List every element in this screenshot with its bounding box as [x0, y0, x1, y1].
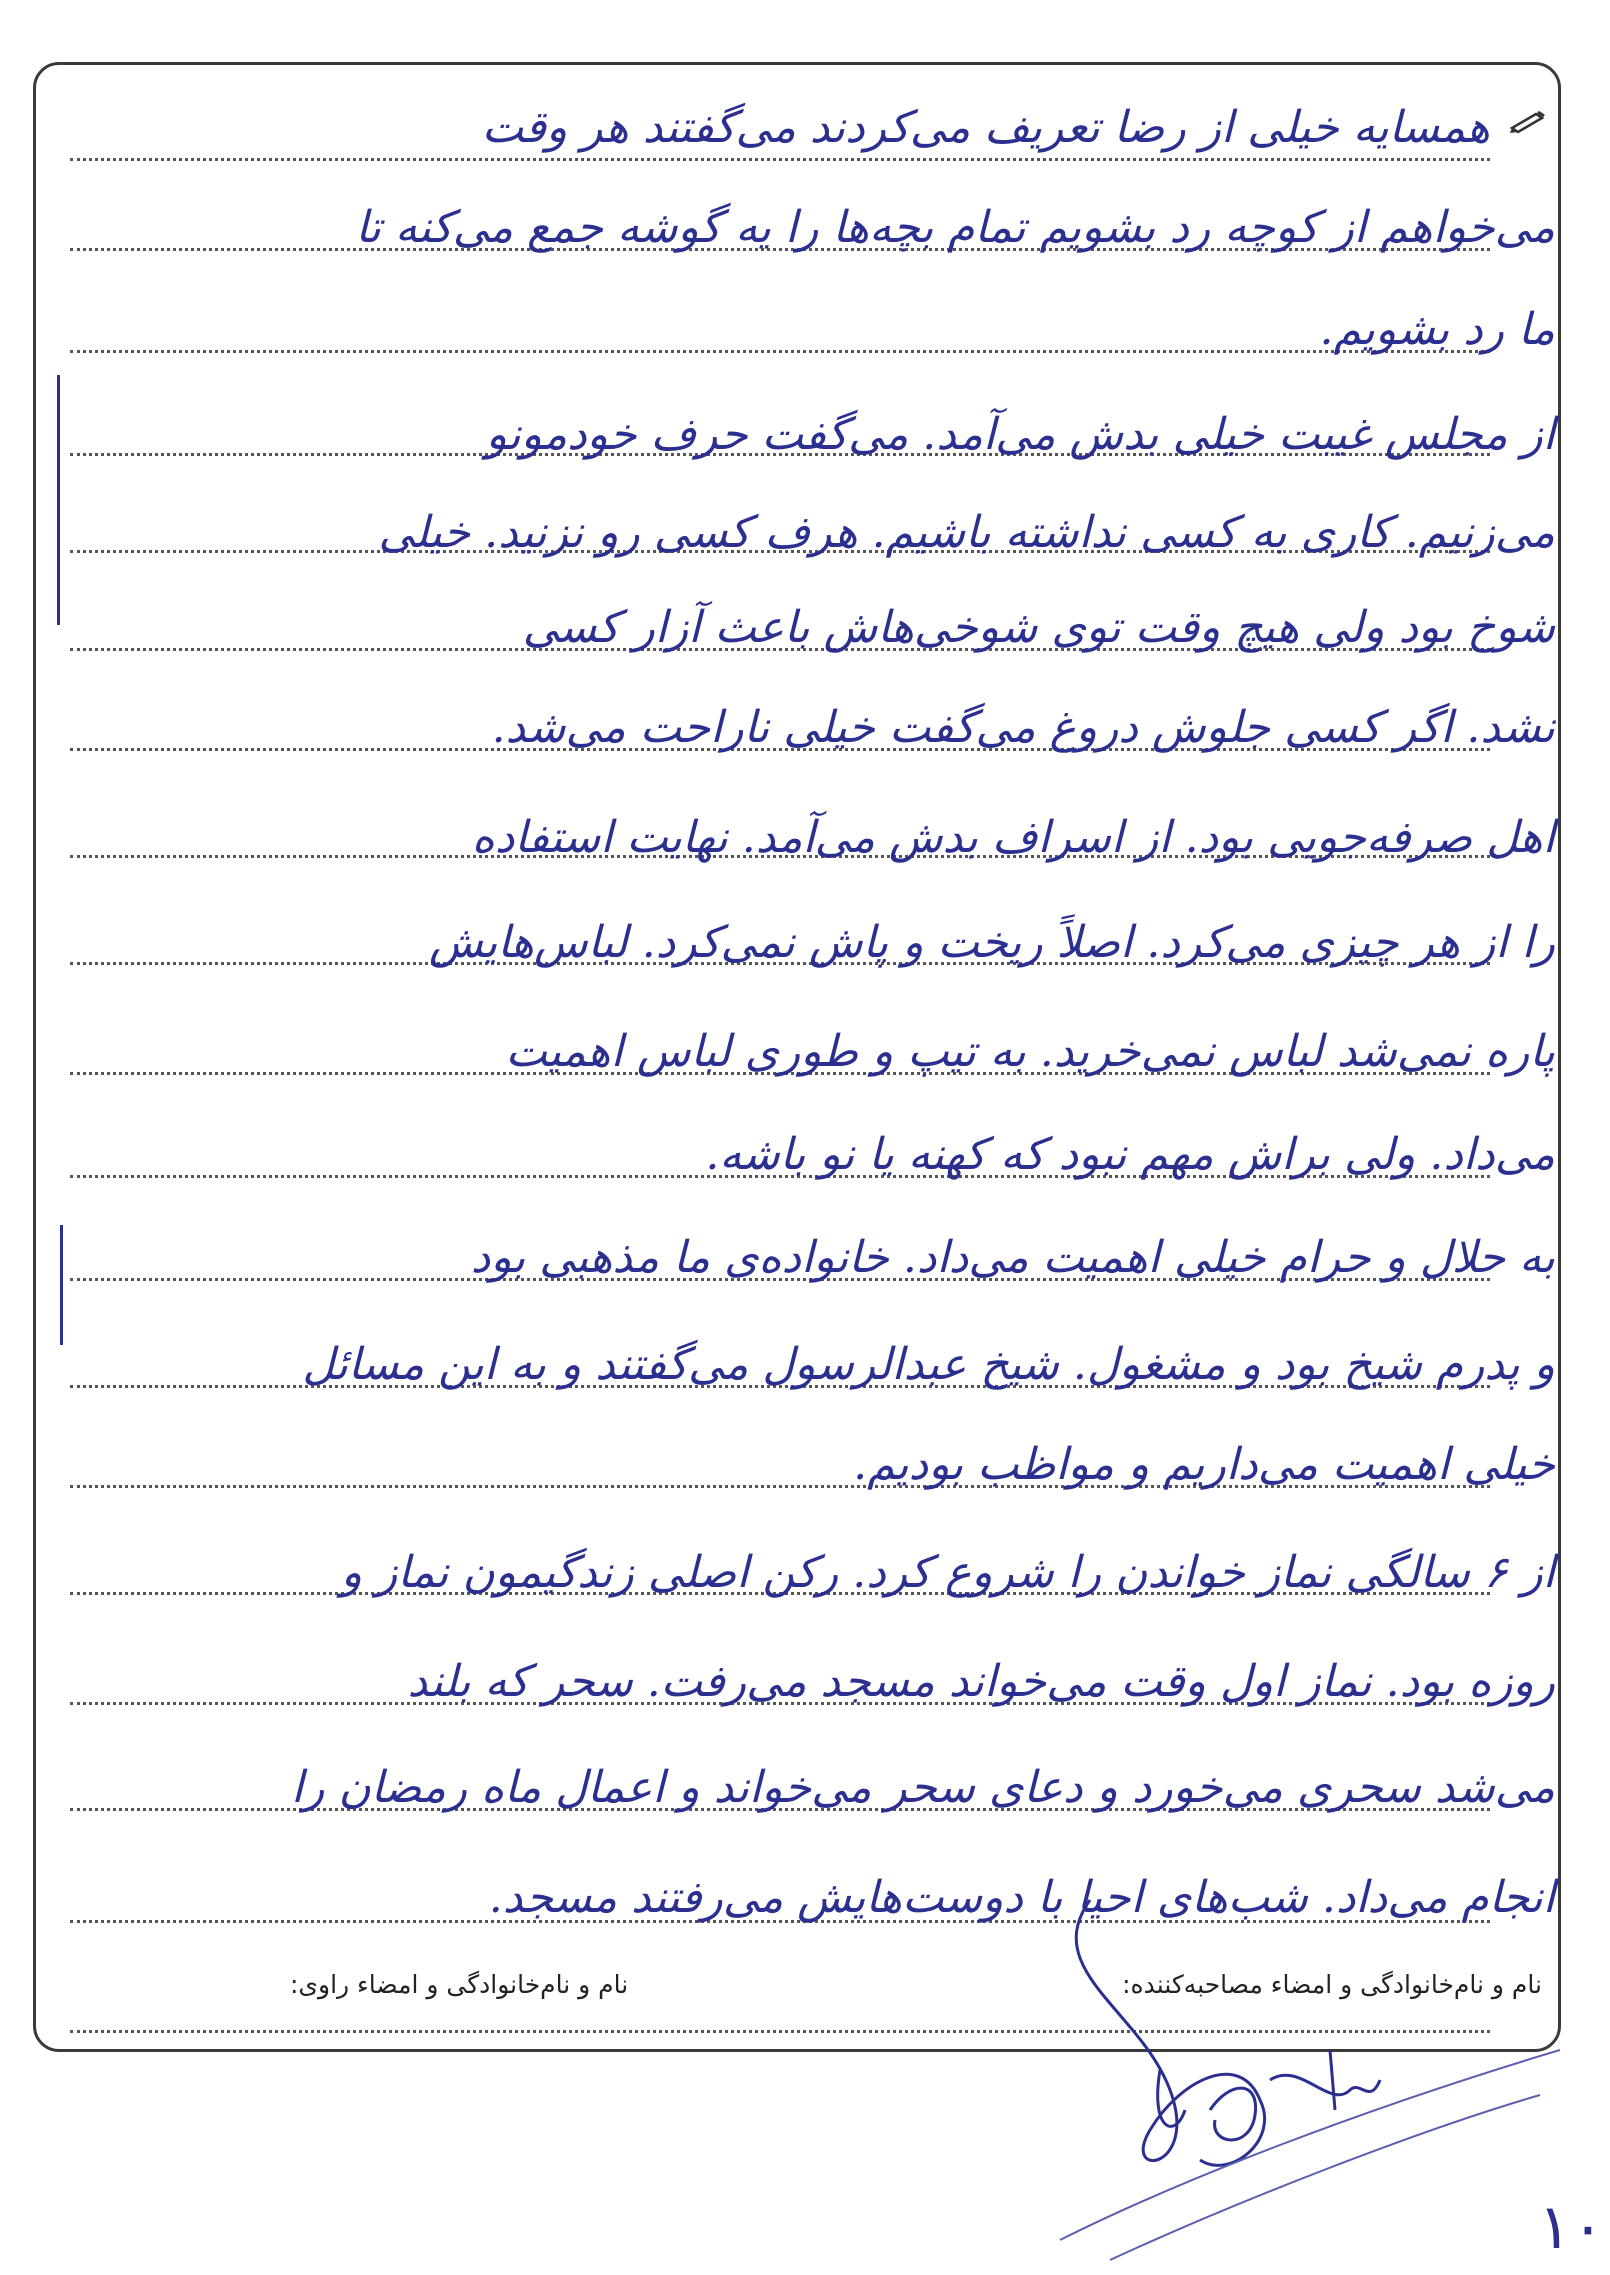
handwritten-line-14: خیلی اهمیت می‌داریم و مواظب بودیم.	[853, 1439, 1555, 1490]
handwritten-line-2: می‌خواهم از کوچه رد بشویم تمام بچه‌ها را یه گوشه جمع می‌کنه تا	[355, 202, 1555, 253]
margin-bracket-2	[60, 1225, 63, 1345]
handwritten-line-3: ما رد بشویم.	[1319, 304, 1555, 355]
handwritten-line-7: نشد. اگر کسی جلوش دروغ می‌گفت خیلی ناراحت می‌شد.	[491, 702, 1555, 753]
handwritten-line-10: پاره نمی‌شد لباس نمی‌خرید. به تیپ و طوری لباس اهمیت	[505, 1026, 1555, 1077]
pen-icon	[1508, 108, 1548, 134]
handwritten-line-16: روزه بود. نماز اول وقت می‌خواند مسجد می‌رفت. سحر که بلند	[407, 1656, 1555, 1707]
handwritten-line-9: را از هر چیزی می‌کرد. اصلاً ریخت و پاش نمی‌کرد. لباس‌هایش	[429, 917, 1555, 968]
handwritten-line-4: از مجلس غیبت خیلی بدش می‌آمد. می‌گفت حرف خودمونو	[485, 409, 1555, 460]
handwritten-line-1: همسایه خیلی از رضا تعریف می‌کردند می‌گفتند هر وقت	[481, 102, 1490, 153]
interviewer-signature-label: نام و نام‌خانوادگی و امضاء مصاحبه‌کننده:	[1122, 1970, 1542, 1999]
handwritten-line-15: از ۶ سالگی نماز خواندن را شروع کرد. رکن اصلی زندگیمون نماز و	[340, 1547, 1555, 1598]
handwritten-line-13: و پدرم شیخ بود و مشغول. شیخ عبدالرسول می‌گفتند و به این مسائل	[302, 1339, 1555, 1390]
handwritten-line-12: به حلال و حرام خیلی اهمیت می‌داد. خانواده‌ی ما مذهبی بود	[470, 1232, 1555, 1283]
margin-bracket-1	[57, 375, 60, 625]
handwritten-signature	[1000, 1880, 1560, 2275]
handwritten-line-17: می‌شد سحری می‌خورد و دعای سحر می‌خواند و اعمال ماه رمضان را	[290, 1762, 1555, 1813]
handwritten-line-6: شوخ بود ولی هیچ وقت توی شوخی‌هاش باعث آزار کسی	[522, 602, 1555, 653]
narrator-signature-label: نام و نام‌خانوادگی و امضاء راوی:	[290, 1970, 629, 1999]
handwritten-line-8: اهل صرفه‌جویی بود. از اسراف بدش می‌آمد. نهایت استفاده	[471, 812, 1555, 863]
handwritten-line-5: می‌زنیم. کاری به کسی نداشته باشیم. هرف کسی رو نزنید. خیلی	[378, 507, 1555, 558]
page-number: ۱۰	[1538, 2190, 1605, 2263]
handwritten-line-11: می‌داد. ولی براش مهم نبود که کهنه یا نو باشه.	[705, 1129, 1555, 1180]
handwritten-line-18: انجام می‌داد. شب‌های احیا با دوست‌هایش می‌رفتند مسجد.	[488, 1872, 1555, 1923]
